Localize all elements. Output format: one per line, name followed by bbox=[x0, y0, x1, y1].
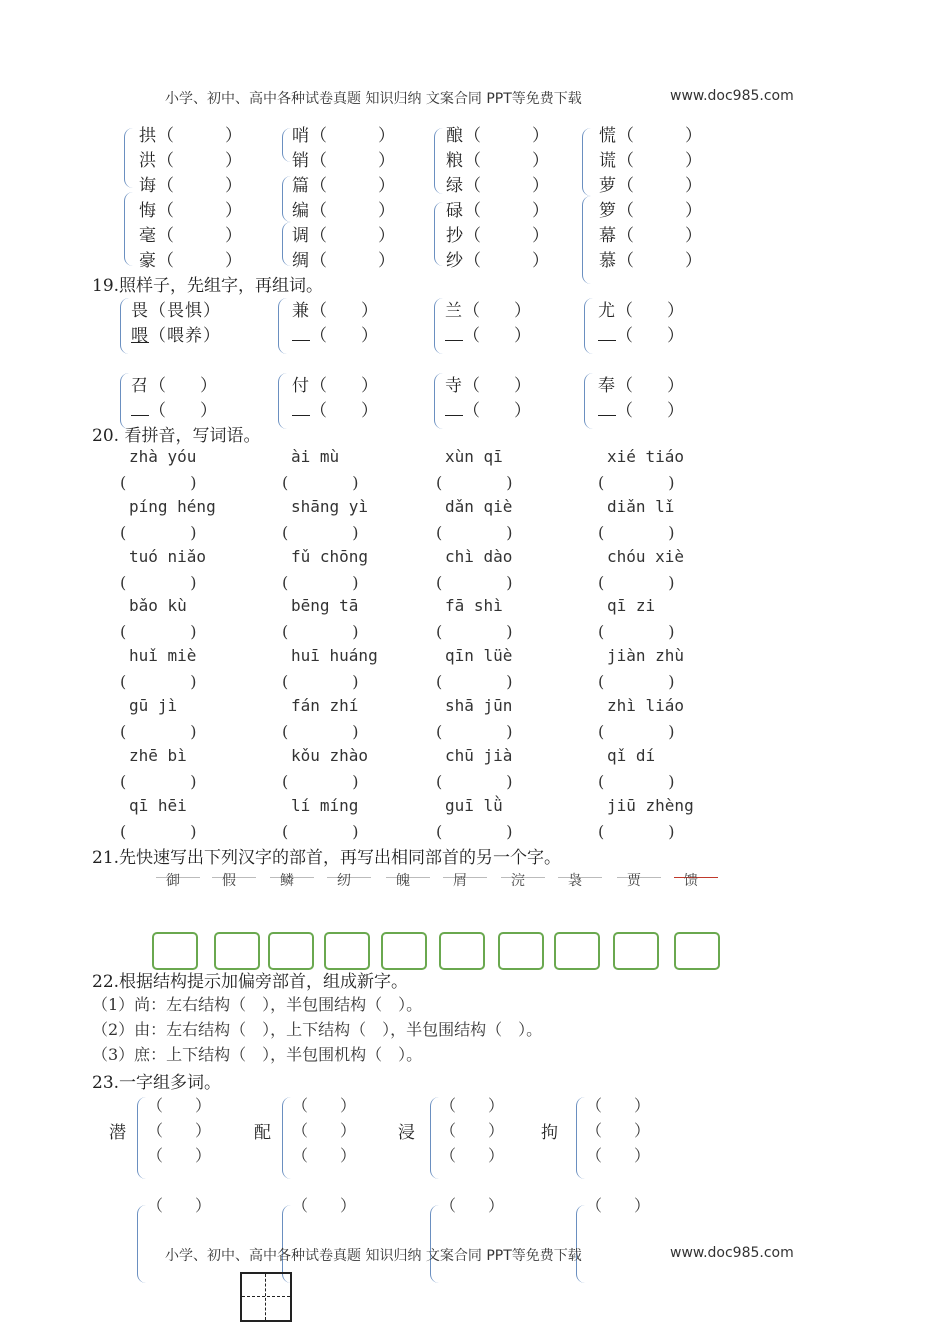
q21-char: 鳞 bbox=[280, 873, 294, 889]
answer-blank[interactable]: （ ） bbox=[586, 1096, 651, 1115]
q19-item bbox=[598, 321, 684, 346]
q18-item: 毫（ ） bbox=[139, 226, 242, 246]
q23-brace bbox=[430, 1097, 439, 1179]
char-blank[interactable] bbox=[445, 401, 463, 416]
q19-item: 寺（ ） bbox=[445, 376, 531, 396]
q23-brace bbox=[282, 1097, 291, 1179]
answer-blank[interactable]: （ ） bbox=[464, 176, 549, 196]
q18-item: 哨（ ） bbox=[292, 126, 395, 146]
answer-box[interactable] bbox=[674, 932, 720, 970]
pinyin-label: xié tiáo bbox=[607, 447, 685, 466]
answer-blank[interactable]: （ ） bbox=[616, 301, 684, 321]
answer-blank[interactable]: ( ) bbox=[120, 572, 197, 592]
q18-item: 篇（ ） bbox=[292, 176, 395, 196]
answer-blank[interactable]: （ ） bbox=[586, 1121, 651, 1140]
q18-brace bbox=[282, 128, 291, 162]
q23-brace bbox=[576, 1205, 585, 1283]
pinyin-label: dǎn qiè bbox=[445, 496, 513, 516]
answer-blank[interactable]: （ ） bbox=[617, 226, 702, 246]
char-blank[interactable] bbox=[131, 401, 149, 416]
q18-item: 谎（ ） bbox=[599, 151, 702, 171]
answer-blank[interactable]: ( ) bbox=[282, 672, 359, 692]
q18-item: 悔（ ） bbox=[139, 201, 242, 221]
answer-blank[interactable]: ( ) bbox=[598, 522, 675, 542]
q18-item: 幕（ ） bbox=[599, 226, 702, 246]
header-site: www.doc985.com bbox=[670, 88, 794, 104]
answer-blank[interactable]: ( ) bbox=[282, 522, 359, 542]
pinyin-label: bǎo kù bbox=[129, 596, 187, 616]
q21-char: 浣 bbox=[511, 873, 525, 889]
pinyin-label: fán zhí bbox=[291, 696, 359, 715]
q23-brace bbox=[137, 1097, 146, 1179]
answer-blank[interactable]: （ ） bbox=[463, 401, 531, 421]
pinyin-label: fǔ chōng bbox=[291, 546, 369, 566]
answer-blank[interactable]: （ ） bbox=[464, 201, 549, 221]
answer-box[interactable] bbox=[439, 932, 485, 970]
answer-blank[interactable]: ( ) bbox=[598, 572, 675, 592]
answer-blank[interactable]: （ ） bbox=[310, 376, 378, 396]
q23-brace bbox=[430, 1205, 439, 1283]
answer-blank[interactable]: （ ） bbox=[310, 151, 395, 171]
answer-blank[interactable]: （ ） bbox=[440, 1196, 505, 1215]
q19-item: 奉（ ） bbox=[598, 376, 684, 396]
answer-blank[interactable]: （ ） bbox=[463, 326, 531, 346]
q21-char: 袅 bbox=[568, 873, 582, 889]
answer-blank[interactable]: （ ） bbox=[292, 1146, 357, 1165]
answer-blank[interactable]: ( ) bbox=[598, 821, 675, 841]
pinyin-label: huī huáng bbox=[291, 646, 378, 666]
pinyin-label: huǐ miè bbox=[129, 646, 197, 666]
answer-blank[interactable]: （ ） bbox=[440, 1096, 505, 1115]
pinyin-label: diǎn lǐ bbox=[607, 496, 675, 516]
answer-blank[interactable]: ( ) bbox=[436, 672, 513, 692]
char-blank[interactable] bbox=[598, 401, 616, 416]
q19-item: 尤（ ） bbox=[598, 301, 684, 321]
answer-blank[interactable]: ( ) bbox=[282, 622, 359, 642]
q18-item: 绸（ ） bbox=[292, 251, 395, 271]
answer-blank[interactable]: （ ） bbox=[463, 301, 531, 321]
q19-item bbox=[131, 396, 217, 421]
answer-blank[interactable]: （ ） bbox=[616, 401, 684, 421]
char-blank[interactable] bbox=[445, 326, 463, 341]
answer-blank[interactable]: （ ） bbox=[157, 126, 242, 146]
answer-blank[interactable]: （ ） bbox=[617, 201, 702, 221]
answer-blank[interactable]: （ ） bbox=[440, 1121, 505, 1140]
char-blank[interactable] bbox=[292, 326, 310, 341]
answer-blank[interactable]: ( ) bbox=[120, 622, 197, 642]
pinyin-label: shā jūn bbox=[445, 696, 513, 715]
pinyin-label: jiū zhèng bbox=[607, 795, 694, 815]
q23-title: 23.一字组多词。 bbox=[92, 1073, 222, 1093]
answer-blank[interactable]: （ ） bbox=[463, 376, 531, 396]
q20-title: 20. 看拼音，写词语。 bbox=[92, 426, 261, 446]
answer-blank[interactable]: （ ） bbox=[310, 201, 395, 221]
char-blank[interactable] bbox=[292, 401, 310, 416]
q18-brace bbox=[124, 128, 133, 188]
q18-item: 酿（ ） bbox=[446, 126, 549, 146]
q19-example: 喂（喂养） bbox=[131, 326, 221, 346]
writing-grid[interactable] bbox=[240, 1272, 292, 1322]
answer-box[interactable] bbox=[214, 932, 260, 970]
q18-item: 拱（ ） bbox=[139, 126, 242, 146]
pinyin-label: chì dào bbox=[445, 546, 513, 566]
pinyin-label: bēng tā bbox=[291, 596, 359, 616]
pinyin-label: gū jì bbox=[129, 696, 178, 715]
pinyin-label: píng héng bbox=[129, 496, 216, 516]
answer-blank[interactable]: ( ) bbox=[120, 522, 197, 542]
q19-brace bbox=[584, 298, 593, 354]
q18-item: 抄（ ） bbox=[446, 226, 549, 246]
pinyin-label: shāng yì bbox=[291, 496, 369, 516]
grid-guide-v bbox=[265, 1274, 266, 1320]
answer-blank[interactable]: （ ） bbox=[149, 401, 217, 421]
q18-item: 洪（ ） bbox=[139, 151, 242, 171]
q18-item: 碌（ ） bbox=[446, 201, 549, 221]
char-blank[interactable] bbox=[598, 326, 616, 341]
header-text: 小学、初中、高中各种试卷真题 知识归纳 文案合同 PPT等免费下载 bbox=[165, 91, 582, 107]
q19-brace bbox=[278, 298, 287, 354]
answer-blank[interactable]: （ ） bbox=[586, 1146, 651, 1165]
q19-item: 兰（ ） bbox=[445, 301, 531, 321]
q18-item: 编（ ） bbox=[292, 201, 395, 221]
q19-brace bbox=[584, 373, 593, 429]
pinyin-label: zhì liáo bbox=[607, 696, 685, 715]
answer-blank[interactable]: （ ） bbox=[310, 176, 395, 196]
pinyin-label: qī hēi bbox=[129, 795, 187, 815]
answer-blank[interactable]: （ ） bbox=[310, 326, 378, 346]
answer-blank[interactable]: （ ） bbox=[440, 1146, 505, 1165]
q18-item: 销（ ） bbox=[292, 151, 395, 171]
q19-brace bbox=[434, 298, 443, 354]
q18-brace bbox=[582, 196, 591, 284]
answer-blank[interactable]: （ ） bbox=[157, 176, 242, 196]
q21-char: 贾 bbox=[627, 873, 641, 889]
q21-char: 屑 bbox=[453, 873, 467, 889]
answer-blank[interactable]: ( ) bbox=[598, 473, 675, 492]
q21-char: 假 bbox=[222, 873, 236, 889]
q19-brace bbox=[434, 373, 443, 429]
q18-item: 箩（ ） bbox=[599, 201, 702, 221]
pinyin-label: zhē bì bbox=[129, 745, 187, 765]
q22-line: （2）由：左右结构（ ），上下结构（ ），半包围结构（ ）。 bbox=[92, 1020, 543, 1039]
pinyin-label: jiàn zhù bbox=[607, 646, 685, 666]
pinyin-label: kǒu zhào bbox=[291, 745, 369, 765]
answer-box[interactable] bbox=[613, 932, 659, 970]
answer-blank[interactable]: （ ） bbox=[586, 1196, 651, 1215]
answer-blank[interactable]: （ ） bbox=[310, 301, 378, 321]
footer-text: 小学、初中、高中各种试卷真题 知识归纳 文案合同 PPT等免费下载 bbox=[165, 1248, 582, 1264]
q21-char: 魄 bbox=[396, 873, 410, 889]
answer-blank[interactable]: （ ） bbox=[464, 151, 549, 171]
answer-blank[interactable]: （ ） bbox=[616, 376, 684, 396]
q18-brace bbox=[434, 202, 443, 266]
q21-char: 馈 bbox=[684, 873, 698, 889]
q19-item bbox=[292, 396, 378, 421]
answer-blank[interactable]: （ ） bbox=[616, 326, 684, 346]
answer-blank[interactable]: （ ） bbox=[464, 251, 549, 271]
answer-blank[interactable]: （ ） bbox=[147, 1096, 212, 1115]
q19-item: 召（ ） bbox=[131, 376, 217, 396]
q21-title: 21.先快速写出下列汉字的部首，再写出相同部首的另一个字。 bbox=[92, 848, 562, 868]
answer-blank[interactable]: （ ） bbox=[464, 226, 549, 246]
q19-item bbox=[445, 321, 531, 346]
answer-blank[interactable]: ( ) bbox=[120, 672, 197, 692]
answer-blank[interactable]: （ ） bbox=[617, 151, 702, 171]
pinyin-label: qīn lüè bbox=[445, 646, 513, 666]
q18-brace bbox=[434, 128, 443, 194]
q23-brace bbox=[576, 1097, 585, 1179]
q22-line: （1）尚：左右结构（ ），半包围结构（ ）。 bbox=[92, 995, 423, 1014]
answer-box[interactable] bbox=[324, 932, 370, 970]
answer-blank[interactable]: （ ） bbox=[617, 251, 702, 271]
answer-blank[interactable]: ( ) bbox=[436, 622, 513, 642]
answer-blank[interactable]: （ ） bbox=[464, 126, 549, 146]
answer-blank[interactable]: （ ） bbox=[157, 226, 242, 246]
q19-title: 19.照样子，先组字，再组词。 bbox=[92, 276, 324, 296]
answer-blank[interactable]: ( ) bbox=[120, 771, 197, 791]
answer-blank[interactable]: （ ） bbox=[310, 251, 395, 271]
answer-blank[interactable]: ( ) bbox=[436, 771, 513, 791]
answer-blank[interactable]: （ ） bbox=[157, 151, 242, 171]
q19-brace bbox=[278, 373, 287, 429]
footer-site: www.doc985.com bbox=[670, 1245, 794, 1261]
q23-char: 拘 bbox=[541, 1123, 558, 1143]
answer-blank[interactable]: （ ） bbox=[147, 1146, 212, 1165]
q19-item bbox=[445, 396, 531, 421]
q23-brace bbox=[137, 1205, 146, 1283]
q18-item: 绿（ ） bbox=[446, 176, 549, 196]
answer-blank[interactable]: ( ) bbox=[282, 473, 359, 492]
answer-blank[interactable]: ( ) bbox=[598, 622, 675, 642]
q19-item: 兼（ ） bbox=[292, 301, 378, 321]
q18-item: 萝（ ） bbox=[599, 176, 702, 196]
answer-blank[interactable]: （ ） bbox=[147, 1121, 212, 1140]
q18-brace bbox=[282, 176, 291, 222]
answer-blank[interactable]: （ ） bbox=[310, 401, 378, 421]
q19-brace bbox=[120, 298, 129, 354]
q18-item: 纱（ ） bbox=[446, 251, 549, 271]
answer-blank[interactable]: （ ） bbox=[292, 1196, 357, 1215]
pinyin-label: guī lǜ bbox=[445, 795, 503, 815]
q18-item: 调（ ） bbox=[292, 226, 395, 246]
answer-blank[interactable]: （ ） bbox=[310, 226, 395, 246]
answer-blank[interactable]: ( ) bbox=[598, 672, 675, 692]
answer-blank[interactable]: ( ) bbox=[598, 771, 675, 791]
q19-item bbox=[292, 321, 378, 346]
pinyin-label: zhà yóu bbox=[129, 447, 197, 466]
q18-item: 诲（ ） bbox=[139, 176, 242, 196]
answer-blank[interactable]: ( ) bbox=[436, 473, 513, 492]
pinyin-label: chóu xiè bbox=[607, 546, 685, 566]
answer-blank[interactable]: ( ) bbox=[436, 522, 513, 542]
answer-box[interactable] bbox=[554, 932, 600, 970]
q21-char: 纫 bbox=[337, 873, 351, 889]
pinyin-label: tuó niǎo bbox=[129, 546, 207, 566]
answer-blank[interactable]: ( ) bbox=[282, 722, 359, 741]
q18-item: 慕（ ） bbox=[599, 251, 702, 271]
pinyin-label: lí míng bbox=[291, 795, 359, 815]
answer-blank[interactable]: （ ） bbox=[617, 126, 702, 146]
q18-brace bbox=[282, 222, 291, 266]
pinyin-label: qǐ dí bbox=[607, 745, 656, 765]
q18-item: 豪（ ） bbox=[139, 251, 242, 271]
answer-blank[interactable]: （ ） bbox=[157, 201, 242, 221]
answer-blank[interactable]: ( ) bbox=[120, 821, 197, 841]
q19-item: 付（ ） bbox=[292, 376, 378, 396]
q23-char: 配 bbox=[254, 1123, 271, 1143]
answer-blank[interactable]: ( ) bbox=[282, 572, 359, 592]
answer-blank[interactable]: （ ） bbox=[147, 1196, 212, 1215]
answer-blank[interactable]: ( ) bbox=[436, 722, 513, 741]
grid-guide-h bbox=[242, 1296, 290, 1297]
answer-blank[interactable]: ( ) bbox=[120, 473, 197, 492]
pinyin-label: ài mù bbox=[291, 447, 340, 466]
q23-char: 潜 bbox=[109, 1123, 126, 1143]
pinyin-label: chū jià bbox=[445, 745, 513, 765]
pinyin-label: qī zi bbox=[607, 596, 656, 616]
q22-title: 22.根据结构提示加偏旁部首，组成新字。 bbox=[92, 972, 409, 992]
answer-blank[interactable]: （ ） bbox=[292, 1096, 357, 1115]
answer-blank[interactable]: （ ） bbox=[310, 126, 395, 146]
answer-blank[interactable]: ( ) bbox=[282, 771, 359, 791]
answer-blank[interactable]: ( ) bbox=[436, 572, 513, 592]
answer-blank[interactable]: ( ) bbox=[598, 722, 675, 741]
answer-blank[interactable]: ( ) bbox=[282, 821, 359, 841]
answer-box[interactable] bbox=[498, 932, 544, 970]
answer-blank[interactable]: （ ） bbox=[157, 251, 242, 271]
answer-blank[interactable]: （ ） bbox=[292, 1121, 357, 1140]
q19-example: 畏（畏惧） bbox=[131, 301, 221, 321]
pinyin-label: fā shì bbox=[445, 596, 503, 616]
q22-line: （3）庶：上下结构（ ），半包围机构（ ）。 bbox=[92, 1045, 423, 1064]
answer-box[interactable] bbox=[268, 932, 314, 970]
answer-blank[interactable]: （ ） bbox=[149, 376, 217, 396]
q23-char: 浸 bbox=[398, 1123, 415, 1143]
answer-blank[interactable]: （ ） bbox=[617, 176, 702, 196]
answer-box[interactable] bbox=[381, 932, 427, 970]
q18-brace bbox=[124, 192, 133, 266]
q18-brace bbox=[582, 128, 591, 196]
q21-char: 御 bbox=[166, 873, 180, 889]
answer-box[interactable] bbox=[152, 932, 198, 970]
q18-item: 慌（ ） bbox=[599, 126, 702, 146]
q18-item: 粮（ ） bbox=[446, 151, 549, 171]
answer-blank[interactable]: ( ) bbox=[120, 722, 197, 741]
q19-item bbox=[598, 396, 684, 421]
pinyin-label: xùn qī bbox=[445, 447, 503, 466]
answer-blank[interactable]: ( ) bbox=[436, 821, 513, 841]
